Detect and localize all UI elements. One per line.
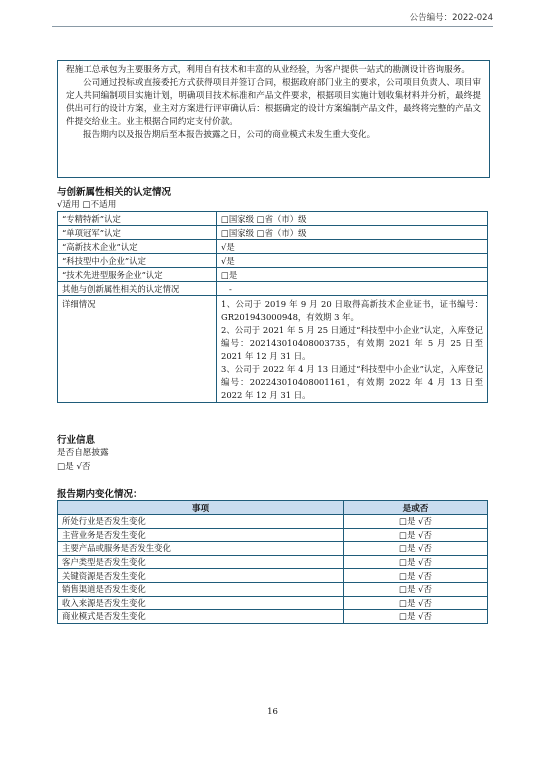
- table-row: [58, 226, 488, 240]
- table-row: [58, 555, 488, 569]
- header-rule: [52, 26, 493, 27]
- change-item: 收入来源是否发生变化: [58, 596, 344, 610]
- change-item: 主营业务是否发生变化: [58, 528, 344, 542]
- page-header: [0, 0, 545, 30]
- row-value: √是: [217, 240, 488, 254]
- business-model-box: [57, 60, 490, 178]
- row-value: √是: [217, 254, 488, 268]
- change-item: 销售渠道是否发生变化: [58, 582, 344, 596]
- change-answer: □是 √否: [344, 528, 488, 542]
- row-value: □是: [217, 268, 488, 282]
- detail-item: 2、公司于 2021 年 5 月 25 日通过“科技型中小企业”认定，入库登记编号：202143010408003735，有效期 2021 年 5 月 25 日至 2021 年 12 月 31 日。: [221, 325, 483, 361]
- page-number: 16: [267, 707, 278, 717]
- detail-cell: [217, 296, 488, 403]
- column-header-item: 事项: [58, 501, 344, 515]
- announcement-number: 公告编号：2022-024: [409, 13, 493, 23]
- table-row: [58, 542, 488, 556]
- change-item: 关键资源是否发生变化: [58, 569, 344, 583]
- change-item: 商业模式是否发生变化: [58, 610, 344, 624]
- change-answer: □是 √否: [344, 542, 488, 556]
- row-label: 其他与创新属性相关的认定情况: [58, 282, 217, 296]
- table-row: [58, 582, 488, 596]
- table-row: [58, 528, 488, 542]
- detail-label: 详细情况: [58, 296, 217, 403]
- change-item: 所处行业是否发生变化: [58, 515, 344, 529]
- table-row: [58, 596, 488, 610]
- industry-question: 是否自愿披露: [57, 448, 109, 458]
- intro-paragraph-3: 报告期内以及报告期后至本报告披露之日，公司的商业模式未发生重大变化。: [83, 130, 376, 140]
- innovation-table: [57, 211, 488, 403]
- change-answer: □是 √否: [344, 582, 488, 596]
- table-row: [58, 240, 488, 254]
- changes-table: [57, 500, 488, 624]
- intro-paragraph-2: 公司通过投标或直接委托方式获得项目并签订合同，根据政府部门业主的要求，公司项目负责人、项目审定人共同编制项目实施计划，明确项目技术标准和产品文件要求，根据项目实施计划收集材料并分析，最终提供出可行的设计方案，业主对方案进行评审确认后：根据确定的设计方案编制产品文件，最终将完整的产品文件提交给业主。业主根据合同约定支付价款。: [66, 78, 481, 127]
- table-row: [58, 610, 488, 624]
- change-answer: □是 √否: [344, 596, 488, 610]
- row-label: “科技型中小企业”认定: [58, 254, 217, 268]
- table-row: [58, 569, 488, 583]
- detail-item: 3、公司于 2022 年 4 月 13 日通过“科技型中小企业”认定，入库登记编号：202243010408001161，有效期 2022 年 4 月 13 日至 2022 年 12 月 31 日。: [221, 364, 483, 400]
- change-item: 主要产品或服务是否发生变化: [58, 542, 344, 556]
- table-row: [58, 515, 488, 529]
- table-row: [58, 268, 488, 282]
- intro-paragraph-1: 程施工总承包为主要服务方式，利用自有技术和丰富的从业经验，为客户提供一站式的勘测设计咨询服务。: [66, 65, 470, 75]
- row-label: “技术先进型服务企业”认定: [58, 268, 217, 282]
- innovation-applicability: √适用 □不适用: [57, 200, 117, 210]
- row-label: “单项冠军”认定: [58, 226, 217, 240]
- change-answer: □是 √否: [344, 610, 488, 624]
- change-item: 客户类型是否发生变化: [58, 555, 344, 569]
- change-answer: □是 √否: [344, 515, 488, 529]
- table-row: [58, 296, 488, 403]
- row-value: □国家级 □省（市）级: [217, 212, 488, 226]
- detail-item: 1、公司于 2019 年 9 月 20 日取得高新技术企业证书，证书编号：GR201943000948，有效期 3 年。: [221, 299, 483, 322]
- row-label: “高新技术企业”认定: [58, 240, 217, 254]
- table-header-row: [58, 501, 488, 515]
- innovation-section-title: 与创新属性相关的认定情况: [57, 187, 172, 198]
- row-label: “专精特新”认定: [58, 212, 217, 226]
- changes-section-title: 报告期内变化情况：: [57, 489, 143, 500]
- industry-section-title: 行业信息: [57, 435, 96, 446]
- industry-answer: □是 √否: [57, 462, 91, 472]
- change-answer: □是 √否: [344, 555, 488, 569]
- column-header-answer: 是或否: [344, 501, 488, 515]
- table-row: [58, 212, 488, 226]
- table-row: [58, 282, 488, 296]
- table-row: [58, 254, 488, 268]
- row-value: -: [217, 282, 488, 296]
- row-value: □国家级 □省（市）级: [217, 226, 488, 240]
- change-answer: □是 √否: [344, 569, 488, 583]
